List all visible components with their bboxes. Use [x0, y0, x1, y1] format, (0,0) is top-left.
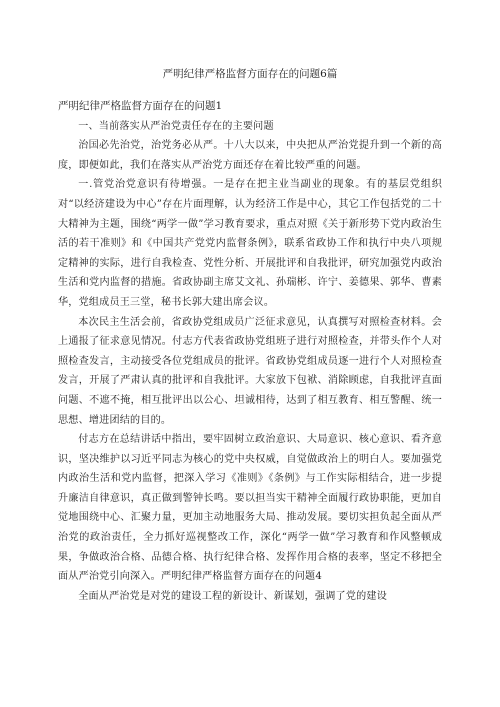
paragraph-5: 全面从严治党是对党的建设工程的新设计、新谋划，强调了党的建设 — [78, 590, 387, 602]
paragraph-4-text: 付志方在总结讲话中指出，要牢固树立政治意识、大局意识、核心意识、看齐意识，坚决维护以习近平同志为核心的党中央权威，自觉做政治上的明白人。要加强党内政治生活和党内监督，把深入学习《准则》《条例》与工作实际相结合，进一步提升廉洁自律意识，真正做到警钟长鸣。要以担当实干精神全面履行政协职能，更加自觉地围绕中心、汇聚力量，更加主动地服务大局、推动发展。要切实担负起全面从严治党的政治责任，全力抓好巡视整改工作，深化“两学一做”学习教育和作风整顿成果，争做政治合格、品德合格、执行纪律合格、发挥作用合格的表率，坚定不移把全面从严治党引向深入。 — [58, 434, 442, 583]
paragraph-3: 本次民主生活会前，省政协党组成员广泛征求意见，认真撰写对照检查材料。会上通报了征求意见情况。付志方代表省政协党组班子进行对照检查，并带头作个人对照检查发言，主动接受各位党组成员的批评。省政协党组成员逐一进行个人对照检查发言，开展了严肃认真的批评和自我批评。大家放下包袱、消除顾虑，自我批评直面问题、不遮不掩，相互批评出以公心、坦诚相待，达到了相互教育、相互警醒、统一思想、增进团结的目的。 — [58, 316, 442, 426]
paragraph-1: 治国必先治党，治党务必从严。十八大以来，中央把从严治党提升到一个新的高度，即便如此，我们在落实从严治党方面还存在着比较严重的问题。 — [58, 140, 442, 171]
paragraph-2: 一.管党治党意识有待增强。一是存在把主业当副业的现象。有的基层党组织对“以经济建设为中心”存在片面理解，认为经济工作是中心，其它工作包括党的二十大精神为主题，围绕“两学一做”学习教育要求，重点对照《关于新形势下党内政治生活的若干准则》和《中国共产党党内监督条例》，联系省政协工作和执行中央八项规定精神的实际，进行自我检查、党性分析、开展批评和自我批评，研究加强党内政治生活和党内监督的措施。省政协副主席艾文礼、孙瑞彬、许宁、姜德果、郭华、曹素华，党组成员王三堂，秘书长郭大建出席会议。 — [58, 179, 442, 308]
part1-heading: 一、当前落实从严治党责任存在的主要问题 — [78, 120, 274, 132]
section-title: 严明纪律严格监督方面存在的问题1 — [58, 100, 223, 112]
section-title-4: 严明纪律严格监督方面存在的问题4 — [160, 571, 322, 583]
paragraph-4 — [58, 430, 442, 587]
document-title: 严明纪律严格监督方面存在的问题6篇 — [162, 68, 338, 80]
